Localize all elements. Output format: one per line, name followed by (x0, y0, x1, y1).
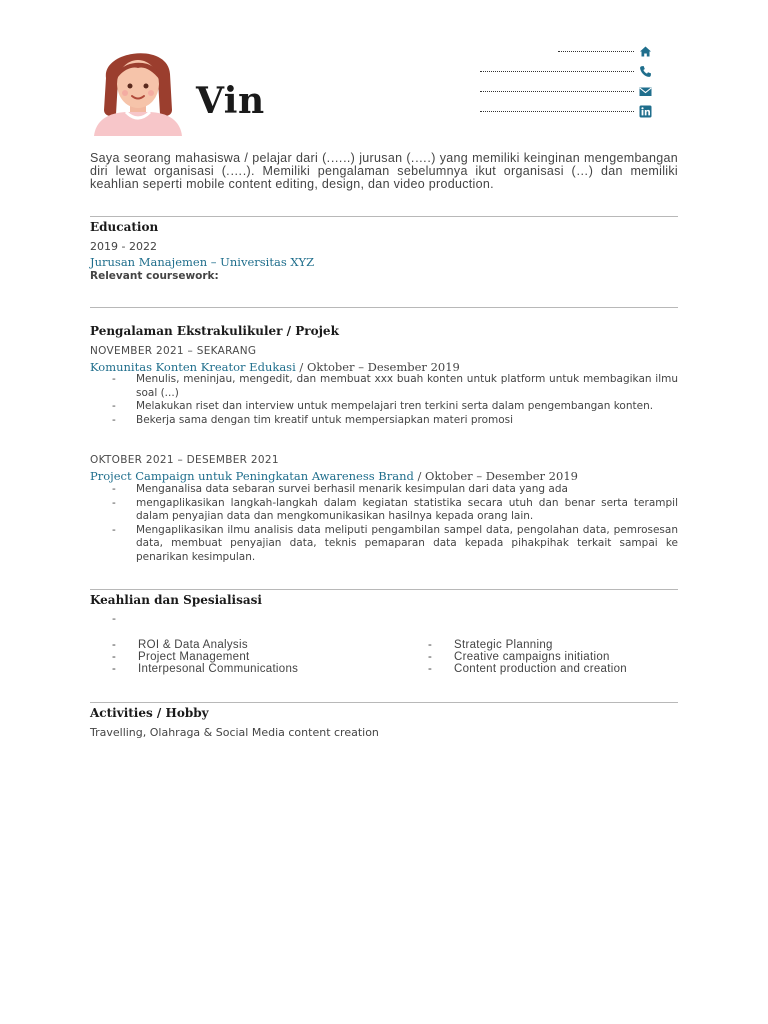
skills-heading: Keahlian dan Spesialisasi (90, 593, 262, 607)
skill-item: - Project Management (112, 651, 250, 663)
skills-column-left (112, 639, 298, 675)
list-item: - Bekerja sama dengan tim kreatif untuk mempersiapkan materi promosi (112, 413, 514, 426)
experience-org: Project Campaign untuk Peningkatan Awareness Brand (90, 469, 414, 483)
contact-email (452, 80, 652, 100)
list-item: - mengaplikasikan langkah-langkah dalam kegiatan statistika secara utuh dan benar serta terampil dalam penyajian data dan mengkomunikasikan hasilnya kepada orang lain. (112, 496, 678, 522)
contact-home-placeholder (558, 51, 634, 52)
experience-period: NOVEMBER 2021 – SEKARANG (90, 345, 257, 357)
education-coursework: Relevant coursework: (90, 270, 219, 282)
home-icon (639, 43, 652, 56)
list-item: - Menulis, meninjau, mengedit, dan membuat xxx buah konten untuk platform untuk membagikan ilmu soal (...) (112, 373, 678, 399)
skills-empty-dash: - (112, 612, 116, 625)
experience-dates: / Oktober – Desember 2019 (413, 469, 578, 483)
activities-text: Travelling, Olahraga & Social Media content creation (90, 726, 379, 739)
contact-linkedin-placeholder (480, 111, 634, 112)
mail-icon (639, 83, 652, 96)
contact-home (452, 40, 652, 60)
candidate-name: Vin (196, 80, 265, 122)
experience-bullets (112, 483, 678, 564)
experience-bullets (112, 373, 678, 427)
divider (90, 216, 678, 217)
list-item: - Melakukan riset dan interview untuk mempelajari tren terkini serta dalam pengembangan konten. (112, 400, 654, 412)
divider (90, 702, 678, 703)
list-item: - Menganalisa data sebaran survei berhasil menarik kesimpulan dari data yang ada (112, 483, 568, 495)
divider (90, 307, 678, 308)
skill-item: - Interpesonal Communications (112, 663, 299, 675)
contact-linkedin (452, 100, 652, 120)
avatar (88, 40, 188, 136)
experience-role (90, 469, 578, 483)
education-years: 2019 - 2022 (90, 240, 157, 253)
contact-phone (452, 60, 652, 80)
contact-list (452, 40, 652, 120)
phone-icon (639, 63, 652, 76)
activities-heading: Activities / Hobby (90, 706, 209, 720)
education-school: Jurusan Manajemen – Universitas XYZ (90, 255, 315, 269)
linkedin-icon (639, 103, 652, 116)
skill-item: - Content production and creation (428, 663, 627, 675)
experience-dates: / Oktober – Desember 2019 (295, 360, 460, 374)
skills-column-right (428, 639, 627, 675)
experience-period: OKTOBER 2021 – DESEMBER 2021 (90, 454, 279, 466)
profile-summary: Saya seorang mahasiswa / pelajar dari (.…..) jurusan (.….) yang memiliki keinginan mengembangan diri lewat organisasi (.….). Memiliki pengalaman sebelumnya ikut organisasi (…) dan memiliki keahlian seperti mobile content editing, design, dan video production. (90, 151, 678, 191)
contact-email-placeholder (480, 91, 634, 92)
experience-role (90, 360, 460, 374)
contact-phone-placeholder (480, 71, 634, 72)
skill-item: - ROI & Data Analysis (112, 639, 248, 651)
skill-item: - Creative campaigns initiation (428, 651, 610, 663)
skill-item: - Strategic Planning (428, 639, 553, 651)
education-heading: Education (90, 220, 159, 234)
list-item: - Mengaplikasikan ilmu analisis data meliputi pengambilan sampel data, pengolahan data, pemrosesan data, membuat penyajian data, teknis pemaparan data kepada pihakpihak terkait sampai ke penarikan kesimpulan. (112, 523, 678, 563)
divider (90, 589, 678, 590)
experience-org: Komunitas Konten Kreator Edukasi (90, 360, 296, 374)
experience-heading: Pengalaman Ekstrakulikuler / Projek (90, 324, 339, 338)
